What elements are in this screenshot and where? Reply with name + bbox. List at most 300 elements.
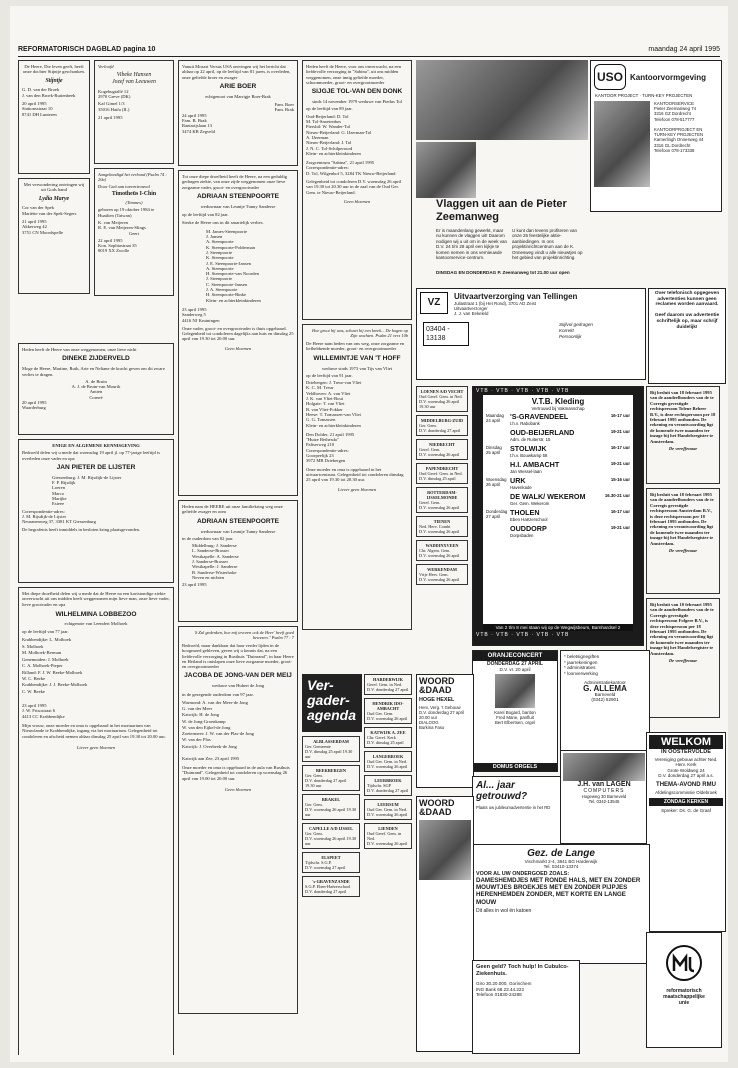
agenda-item (302, 852, 360, 873)
legal-notices (646, 386, 720, 726)
notice-body: Gelegenheid tot condoleren D.V. woensdag 26 april van 19.30 tot 20.30 uur in de zaal van de Oud Ger. Gem. te Nieuw-Beijerland. (306, 179, 402, 195)
agenda-item-details: Oud Ger. Gem. in Ned. D.V. woensdag 26 april (367, 807, 408, 817)
welkom-thema: THEMA-AVOND RMU (656, 781, 716, 788)
notice-family: Middelburg: J. Sanderse L. Sanderse-Brasser Westkapelle: A. Sanderse J. Sanderse-Brasser Westkapelle: J. Sanderse B. Sanderse-Wisterhoke Neven en nichten (192, 543, 239, 580)
agenda-item-details: Oud Geref. Gem. in Ned. D.V. woensdag 26 april 19.30 uur (419, 394, 463, 409)
notice-note: De begrafenis heeft inmiddels in besloten kring plaatsgevonden. (22, 526, 141, 532)
office-building-photo (416, 60, 588, 140)
vtb-schedule (483, 411, 633, 543)
notice-address: "Huize Bethesda" Paltserweg 210 Correspondentie-adres: Goorpeelijk 23 3972 MB Driebergen (306, 437, 349, 464)
vtb-row-place-wrap (510, 525, 600, 538)
vtb-row-time: 19-21 uur (610, 525, 630, 530)
notice-ps: Geen bloemen (224, 345, 252, 351)
woord-daad-ad-2-text (472, 960, 580, 1054)
agenda-item (364, 674, 412, 695)
notice-sub: weduwnaar van Leuntje Tunny Sanderse (200, 203, 276, 209)
wd2-body: Geen geld? Toch hulp! In Cubulco-Ziekenhuis. (476, 964, 569, 977)
uso-logo (594, 64, 626, 90)
notice-intro: Bedroefd delen wij u mede dat woensdag 19 april jl. op 77-jarige leeftijd is overleden onze vader en opa (22, 450, 161, 461)
vtb-row-time: 16-17 uur (610, 413, 630, 418)
kantoor-title: Kantoorvormgeving (630, 72, 707, 82)
notice-family: Warmond: A. van der Meer-de Jong G. van der Meer Katwijk: H. de Jong W. de Jong-Groenkamp W. van den Eijkel-de Jong Zoetermeer: J. W. van der Plas-de Jong W. van der Plas Katwijk: J. Overbeek-de Jong (182, 700, 254, 749)
notice-age: in de gezegende ouderdom van 97 jaar. (182, 691, 254, 697)
getrouwd-note: Plaats uw jubileumadvertentie in het RD (476, 805, 551, 810)
welkom-topic: ZONDAG KERKEN (649, 798, 723, 806)
agenda-item (416, 439, 468, 460)
agenda-item-title: PAPENDRECHT (425, 466, 459, 471)
columns-1-2-lower (18, 343, 174, 1055)
vtb-row-date: Woensdag 26 april (486, 477, 507, 487)
death-notice-zijderveld (18, 343, 174, 435)
notice-name: ADRIAAN STEENPOORTE (196, 192, 280, 200)
page-header (18, 44, 720, 57)
agenda-item (364, 727, 412, 748)
death-notice-lobbezoo (18, 587, 174, 1055)
notice-date: 21 april 1995 (22, 218, 47, 224)
vtb-bottom-bar: VTB · VTB · VTB · VTB · VTB (476, 632, 570, 638)
notice-age: op de leeftijd van 82 jaar. (182, 212, 229, 218)
rmu-icon (664, 943, 704, 983)
delange-address: Vischmarkt 2-4, 3841 BG Harderwijk (524, 859, 598, 864)
notice-date: 20 april 1995 (22, 400, 47, 406)
notice-parents: Cor van der Spek Mariëtte van der Spek-Segers (22, 205, 77, 216)
vtb-row-place: OUD-BEIJERLAND (510, 428, 575, 437)
agenda-item-details: Ger. Gem. D.V. donderdag 27 april 19.30 uur (305, 773, 347, 788)
notice-family: Giessenburg: J. M. Rijsdijk-de Lijster F. P. Rijsdijk Loeren Marco Marijke Esteee (52, 474, 122, 507)
notice-body: Onze moeder en oma is opgebaard in de aula van Rusthuis "Duinrand". Gelegenheid tot condoleren op woensdag 26 april van 19.00 tot 20.00 uur. (182, 765, 290, 781)
notice-name: WILHELMINA LOBBEZOO (55, 610, 137, 618)
vlaggen-ad (416, 142, 588, 280)
notice-name: JACOBA DE JONG-VAN DER MEIJ (184, 672, 292, 680)
notice-name: DINEKE ZIJDERVELD (62, 355, 130, 363)
jvl-name: J.H. van LAGEN (577, 781, 631, 788)
notice-intro: Heden heeft de Heere, voor ons onverwacht, na een liefdevolle verzorging in "Sabina", uit ons midden weggenomen, onze innig geliefde moeder, schoonmoeder, groot- en overgrootmoeder (306, 64, 401, 85)
woord-daad-ad-2 (416, 796, 474, 1052)
vtb-row (486, 477, 630, 490)
computer-photo (563, 753, 645, 781)
vereffenaar: De vereffenaar (668, 548, 698, 554)
notice-quote: 'k Zal gedenken, hoe mij tevoren ook de Heer' heeft goed bewezen." Psalm 77 : 7 (194, 630, 294, 640)
notice-body: Onze moeder en oma is opgebaard in het uitvaartcentrum. Gelegenheid tot condoleren dinsdag 25 april van 19.30 tot 20.30 uur. (306, 466, 404, 483)
agenda-item (302, 794, 360, 820)
domus-orgels: DOMUS ORGELS (473, 763, 557, 771)
notice-address: Kon. Sophiastraat 35 8019 XX Zwolle (98, 243, 137, 254)
vtb-row-location: Dorpsbaden (510, 533, 534, 538)
death-notice-steenpoorte-2 (178, 500, 298, 622)
vtb-row-place-wrap (510, 445, 600, 458)
notice-ps: Liever geen bloemen (76, 744, 116, 750)
notice-intro: Bedroefd, maar dankbaar dat haar verder lijden in de hoogmoed gebleven, geven wij u kennis dat, na een liefdevolle verzorging in Rusthuis "Duinrand", in haar Heere en Heiland is ontslapen onze lieve zorgzame moeder, groot- en overgrootmoeder (182, 643, 294, 670)
agenda-item-title: CAPELLE A/D IJSSEL (309, 826, 353, 831)
vtb-row-place: URK (510, 476, 526, 485)
vtb-row-place-wrap (510, 493, 600, 506)
notice-parents: K. van Meijeren R. E. van Meijeren-Slings (98, 219, 146, 231)
notice-family: Oud-Beijerland: D. Tol M. Tol-Snoeienbos Piershil: W. Wander-Tol Nieuw-Beijerland: G. IJzerman-Tol A. IJzerman Nieuw-Beijerland: J. Tol J. N. C. Tol-Schilperoord Klein- en achterkleinkinderen (306, 113, 372, 156)
engagement-notice (94, 60, 174, 164)
agenda-item (416, 564, 468, 585)
vtb-row-location: Adm. de Ruiterstr. 15 (510, 437, 551, 442)
paper-name: REFORMATORISCH DAGBLAD pagina 10 (18, 46, 156, 53)
notice-body: Moge de Heere, Martine, Ruth, Arie en Neliane de kracht geven om dit zware verlies te dragen. (22, 366, 165, 377)
vtb-row-place: STOLWIJK (510, 444, 547, 453)
rmu-logo-ad (646, 932, 722, 1048)
vtb-row-time: 19-21 uur (610, 429, 630, 434)
vtb-row-location: Havenkade (510, 485, 532, 490)
vtb-row-place-wrap (510, 429, 600, 442)
vlaggen-body-1: Er is maandenlang gewerkt, maar nu kunnen de vlaggen uit! Daarom nodigen wij u uit om in de week van D.V. 24 t/m 28 april een kijkje te komen nemen in ons vernieuwde kantoorservice-centrum. (436, 228, 508, 261)
vtb-row-time: 16-17 uur (610, 445, 630, 450)
notice-address-1: Kogebugtallé 12 2970 Greve (DK) (98, 88, 131, 100)
notice-intro: Vanuit Mozart Versus USA ontvingen wij het bericht dat aldaar op 22 april, op de leeftijd van 81 jaren, is overleden, onze geliefde broer en zwager (182, 64, 291, 80)
agenda-item-title: WERKENDAM (427, 567, 457, 572)
notice-title: ENIGE EN ALGEMENE KENNISGEVING (52, 443, 140, 448)
notice-address: Fam. B. Brak Rantarijslaan 13 3474 KB Zegveld (182, 118, 215, 134)
agenda-item-title: LEERBROEK (374, 778, 402, 783)
vtb-row-location: t.h.v. Rabobank (510, 421, 540, 426)
vtb-row-location: Ger. Gem. Wekerom (510, 501, 550, 506)
delange-footer: Dit alles in wol én katoen (476, 907, 532, 914)
vtb-row (486, 493, 630, 506)
church-listing (416, 386, 468, 668)
death-notice-arie-boer (178, 60, 298, 166)
notice-place: Waarderburg (22, 405, 46, 411)
notice-name: JAN PIETER DE LIJSTER (56, 463, 136, 471)
vtb-footer: Van 2 t/m 8 mei staan wij op de Wegwijsbeurs, Barnhardsel 2 (483, 624, 633, 631)
vtb-row (486, 525, 630, 538)
jvl-address: Hogeweg 30 Barneveld Tel. 0342-13545 (581, 794, 627, 804)
welkom-title: WELKOM (649, 735, 723, 749)
death-notice-de-lijster (18, 439, 174, 583)
kantoor-address: KANTOORSERVICE Pieter Zeemanweg 74 3316 GZ Dordrecht Telefoon 078-517777 KANTOORPROJECT EN TURN-KEY PROJECTEN Kamerlingh Onnesweg 44 3316 GL Dordrecht Telefoon 078-173338 (654, 101, 704, 153)
agenda-item-details: S.G.P. Eben-Haëzerschool D.V. donderdag 27 april (305, 884, 351, 894)
notice-address: J. W. Frisostraat 6 4413 CC Krabbendijke (22, 708, 65, 719)
vtb-row-location: t.h.v. Bouwkamp 58 (510, 453, 548, 458)
uso-sub-1: KANTOOR PROJECT (595, 93, 639, 98)
notice-date: 23 april 1995 (22, 703, 47, 709)
vtb-row-place: 'S-GRAVENDEEL (510, 412, 569, 421)
vergader-agenda-logo (302, 674, 362, 732)
agenda-item-details: Geref. Gem. D.V. woensdag 26 april (419, 447, 460, 457)
agenda-logo-3: agenda (307, 707, 357, 723)
vtb-row (486, 445, 630, 458)
notice-body-2: Onze vader, groot- en overgrootvader is thuis opgebaard. Gelegenheid tot condoleren dagelijks aan huis en dinsdag 25 april van 19.30 tot 20.00 uur. (182, 325, 294, 342)
notice-address-2: Kaf Gimel 1/3 35016 Haifa (IL) (98, 101, 130, 112)
getrouwd-line-2: getrouwd? (476, 791, 528, 802)
death-notice-van-t-hoff (302, 324, 412, 630)
agenda-item (416, 415, 468, 436)
agenda-item (364, 698, 412, 724)
de-lange-ad (472, 844, 650, 964)
allema-ad (560, 650, 650, 754)
vereffenaar: De vereffenaar (668, 658, 698, 664)
notice-signers: Fam. Boer Fam. Brak (274, 102, 294, 113)
agenda-item-details: Geref. Gem. in Ned. D.V. donderdag 27 april (367, 682, 409, 692)
notice-address: Stationsstraat 10 8741 DH Lunteren (22, 106, 57, 117)
vtb-shop: V.T.B. Kleding (531, 397, 585, 406)
notice-age: in de ouderdom van 82 jaar. (182, 535, 234, 541)
agenda-logo-2: gader- (307, 692, 350, 708)
notice-date: Katwijk aan Zee, 23 april 1995 (182, 755, 240, 761)
vtb-row-place-wrap (510, 461, 600, 474)
agenda-item (416, 463, 468, 484)
death-notice-steenpoorte-1 (178, 170, 298, 496)
notice-family: M. James-Steenpoorte J. Jansen A. Steenpoorte K. Steenpoorte-Polderman J. Steenpoorte K. Steenpoorte J. E. Steenpoorte-Jansen A. Steenpoorte H. Steenpoorte-van Noorden J. Steenpoorte C. Steenpoorte-Jansen J. A. Steenpoorte H. Steenpoorte-Binke Klein- en achterkleinkinderen (206, 228, 261, 303)
notice-child: Geert (128, 230, 140, 236)
wd2-bank: Giro 30.20.000, Gorinchem ING Bank 68.23.44.222 Telefoon 01830-24288 (476, 981, 532, 998)
agenda-item-details: Oud Ger. Gem. D.V. woensdag 26 april (367, 711, 408, 721)
notice-sub: (Timmes) (125, 200, 143, 206)
notice-name: Stijntje (45, 77, 63, 84)
agenda-item-details: Tijdschr. S.G.P. D.V. woensdag 27 april (305, 860, 346, 870)
welkom-oostervolde-ad (646, 732, 726, 932)
vtb-row (486, 413, 630, 426)
agenda-item (364, 799, 412, 820)
wd-place: HOGE HEXEL (419, 697, 455, 703)
delange-phone: Tel. 03410-13374 (543, 864, 579, 869)
notice-sub: echtgenoot van Marrigje Boer-Brak (205, 93, 271, 99)
wd-body: Herv. Verg. 't Gebouw D.V. donderdag 27 april 20.00 uur DIALOOG Burkina Faso (419, 705, 464, 730)
notice-intro: Met verwondering ontvingen wij uit Gods hand (23, 182, 85, 193)
agenda-item-title: ALBLASSERDAM (313, 739, 349, 744)
notice-sub: weduwnaar van Leuntje Tunny Sanderse (200, 528, 276, 534)
oranje-date: DONDERDAG 27 APRIL (487, 661, 543, 667)
agenda-item (364, 823, 412, 849)
vtb-row-time: 19-21 uur (610, 461, 630, 466)
agenda-item-details: Chr. Algem. Gem. D.V. woensdag 26 april (419, 548, 460, 558)
notice-date: 23 april 1995 (182, 306, 207, 312)
vtb-row-date: Dinsdag 25 april (486, 445, 502, 455)
welkom-speaker: Spreker: Ds. G. de Graaf (661, 807, 711, 813)
rmu-line-3: unie (678, 1000, 690, 1006)
delange-products: DAMESHEMDJES MET RONDE HALS, MET EN ZONDER MOUWTJES BROEKJES MET EN ZONDER PIJPJES HERENHEMDEN ZONDER, MET KORTE EN LANGE MOUW (476, 877, 641, 906)
notice-sub: echtgenote van Leendert Molhoek (64, 620, 128, 626)
notice-name: Timotheüs I-Chin (111, 191, 157, 198)
notice-date: 23 april 1995 (182, 582, 207, 588)
notice-ps: Geen bloemen (343, 198, 371, 204)
notice-ps: Liever geen bloemen (337, 486, 377, 492)
death-notice-tol (302, 60, 412, 320)
notice-head: Aangekondigd het verbond (Psalm 74 : 20a) (98, 172, 167, 182)
notice-name: SIJGJE TOL-VAN DEN DONK (311, 88, 403, 96)
notice-intro: Heden heeft de Heere van onze weggenomen, onze lieve nicht (22, 347, 137, 352)
agenda-item (416, 516, 468, 537)
getrouwd-line-1: Al... jaar (476, 780, 515, 791)
agenda-item-title: MIDDELBURG-ZUID (420, 418, 464, 423)
notice-parents: G. D. van der Broek J. van den Broek-Ruitenbeek (22, 87, 76, 98)
agenda-item (302, 765, 360, 791)
bij-besluit-text: Bij besluit van 18 februari 1995 van de aandeelhouders van de te Corregis gevestigde rechtspersoon Tolene Beheer B.V., is deze rechtspersoon per 18 februari 1995 ontbonden. De rekening en verantwoording ligt de komende twee maanden ter inzage bij het Handelsregister te Amsterdam. (650, 390, 716, 444)
notice-label: Verloofd (98, 64, 114, 69)
agenda-item-title: ROTTERDAM-IJSSELMONDE (426, 490, 458, 500)
vtb-row-time: 16.30-21 uur (604, 493, 630, 498)
child-photo (419, 820, 471, 880)
agenda-item-details: Ger. Gem. D.V. woensdag 26 april 19.30 uur (305, 831, 357, 846)
notice-date: Den Dolder, 21 april 1995 (306, 431, 355, 437)
notice-intro: De Heere nam heden van ons weg, onze zorgzame en liefhebbende moeder, groot- en overgrootmoeder (306, 341, 405, 352)
notice-name: ARIE BOER (219, 82, 257, 90)
agenda-list-middle (364, 674, 412, 1046)
notice-date: 20 april 1995 (22, 100, 47, 106)
agenda-item-title: 's-GRAVENZANDE (312, 879, 350, 884)
vtb-row-place: H.I. AMBACHT (510, 460, 560, 469)
vlaggen-body-2: U kunt dan tevens profiteren van onze 25 feestelijke aktie-aanbiedingen. In ons projektinrichtcentrum aan de K. Onnesweg vindt u alle nieuwtjes op het gebied van projektinrichting. (512, 228, 583, 261)
birth-notice-lydia (18, 178, 90, 294)
agenda-item-details: Geref. Gem. D.V. woensdag 26 april (419, 500, 460, 510)
agenda-item-details: Ger. Gem. D.V. donderdag 27 april (419, 423, 461, 433)
agenda-item-details: Chr. Geref. Kerk D.V. dinsdag 25 april (367, 735, 404, 745)
kantoor-photo (594, 101, 650, 187)
vtb-row-place-wrap (510, 413, 600, 426)
notice-date: 21 april 1995 (98, 115, 123, 121)
welkom-body: Vereniging gebouw achter Ned. Herv. Kerk Grote Woldweg 24 D.V. donderdag 27 april a.s. (654, 757, 718, 779)
notice-name: Lydia Marye (38, 195, 70, 202)
oranje-performers: Karel Bogard, bariton Fred Mane, panfluit Bert Elbertsen, orgel (494, 710, 536, 726)
agenda-item-title: LIENDEN (378, 826, 398, 831)
vtb-row-time: 16-17 uur (610, 509, 630, 514)
notice-age: op de leeftijd van 89 jaar. (306, 106, 353, 112)
vtb-row-place: DE WALK/ WEKEROM (510, 492, 586, 501)
notice-intro: Tot onze diepe droefheid heeft de Heere, na een geduldig gedragen ziekte, van onze zijde weggenomen onze lieve zorgzame vader, groot- en overgrootvader (182, 174, 288, 190)
agenda-item-details: Ger. Gem. D.V. woensdag 26 april 19.30 uur (305, 802, 357, 817)
paper-date: maandag 24 april 1995 (648, 46, 720, 53)
bij-besluit-3 (646, 598, 720, 718)
uitvaart-ad (416, 288, 646, 380)
vtb-kleding-ad (472, 386, 644, 646)
notice-family: Krabbendijke: L. Molhoek S. Molhoek M. Molhoek-Berman Genemuiden: J. Molhoek C. A. Molhoek-Pieper Rilland: F. J. W. Beeke-Molhoek W. C. Beeke Krabbendijke: J. J. Beeke-Molhoek C. W. Beeke (22, 637, 88, 694)
agenda-list-left (302, 736, 360, 1046)
agenda-logo-1: Ver- (307, 677, 334, 693)
vtb-row-date: Donderdag 27 april (486, 509, 508, 519)
notice-signers: A. de Bruin A. J. de Bruin-van Mourik Antien Corneé (71, 378, 121, 400)
vereffenaar: De vereffenaar (668, 446, 698, 452)
column-3 (178, 60, 298, 1050)
agenda-item-title: ELSPEET (321, 855, 341, 860)
allema-sub: Administratiekantoor (584, 680, 626, 686)
agenda-item-details: Ger. Gemeente D.V. dinsdag 25 april 19.30 uur (305, 744, 353, 759)
allema-services: * beletsignegiften * jaarrekeningen * administraties * loonverwerking (564, 654, 600, 676)
wd-title-1: WOORD (419, 676, 455, 686)
agenda-item (416, 487, 468, 513)
rmu-line-2: maatschappelijke (663, 994, 705, 1000)
vtb-top-bar: VTB · VTB · VTB · VTB · VTB (476, 388, 570, 394)
vtb-row (486, 509, 630, 522)
vtb-row-place: THOLEN (510, 508, 540, 517)
notice-sub: sinds 14 november 1979 weduwe van Piedus Tol (312, 99, 402, 105)
agenda-item (416, 386, 468, 412)
adoption-notice (94, 168, 174, 296)
vlaggen-footer: DINSDAG EN DONDERDAG P. Zeemanweg tot 21.00 uur open (436, 270, 570, 275)
newspaper-page (10, 6, 728, 1062)
flag-photo (416, 142, 476, 198)
uso-sub-2: TURN-KEY PROJECTEN (642, 93, 693, 98)
uitvaart-phone-2: 13138 (426, 334, 446, 342)
rmu-line-1: reformatorisch (666, 988, 702, 994)
wd-title-2: &DAAD (419, 685, 452, 695)
vtb-sub: Vertrouwd bij Vakmanschap (531, 406, 585, 411)
agenda-item-title: LOENEN A/D VECHT (420, 389, 464, 394)
notice-age: op de leeftijd van 91 jaar. (306, 372, 353, 378)
bij-besluit-text: Bij besluit van 18 februari 1995 van de aandeelhouders van de te Corregis gevestigde rechtspersoon Amsterdam B.V., is deze rechtspersoon per 18 februari 1995 ontbonden. De rekening en verantwoording ligt de komende twee maanden ter inzage bij het Handelsregister te Amsterdam. (650, 492, 714, 546)
notice-name: ADRIAAN STEENPOORTE (196, 517, 280, 525)
welkom-org: Afdelingscommissie Oldebroek (655, 789, 717, 795)
agenda-item (364, 751, 412, 772)
telefonisch-text: Over telefonisch opgegeven advertenties kunnen geen reclames worden aanvaard. Geef daarom uw advertentie schriftelijk op, maar schrijf duidelijk! (654, 291, 720, 330)
notice-intro: Heden nam de HEERE uit onze familiekring weg onze geliefde zwager en oom (182, 504, 283, 515)
vtb-row-date: Maandag 24 april (486, 413, 504, 423)
uitvaart-phone-1: 03404 - (426, 325, 450, 333)
bij-besluit-text: Bij besluit van 10 februari 1995 van de aandeelhouders van de te Corregis gevestigde rechtspersoon Folgere B.V., is deze rechtspersoon per 18 februari 1995 ontbonden. De rekening en verantwoording ligt de komende twee maanden ter inzage bij het Handelsregister te Amsterdam. (650, 602, 714, 656)
welkom-sub: IN OOSTERVOLDE (661, 749, 711, 755)
getrouwd-ad (472, 776, 564, 848)
allema-place: Barneveld (0342) 52901 (591, 691, 619, 703)
agenda-item (364, 775, 412, 796)
agenda-item-title: HENDRIK IDO-AMBACHT (372, 701, 404, 711)
vtb-row-place: OUDDORP (510, 524, 547, 533)
notice-body: Sterke de Heere ons in dit smartelijk verlies. (182, 220, 264, 226)
agenda-item-title: WADDINXVEEN (425, 543, 459, 548)
vtb-row-place-wrap (510, 509, 600, 522)
notice-intro: De Heere, Die leven geeft, heeft onze dochter Stijntje geschonken. (23, 64, 85, 75)
vtb-row (486, 461, 630, 474)
notice-body: Mijn vrouw, onze moeder en oma is opgebaard in het mortuarium van Nieuwlande te Krabbendijke, ingang via het mortuarium. Gelegenheid tot condoleren en afscheid nemen aldaar dinsdag 25 april van 19.30 tot 20.00 uur. (22, 723, 166, 739)
notice-age: op de leeftijd van 77 jaar. (22, 629, 69, 635)
uitvaart-options: Stijlvol gedragen Korrekt Persoonlijk (559, 321, 593, 339)
notice-born: geboren op 19 oktober 1984 te Huailien (Taiwan) (98, 207, 155, 218)
agenda-item-title: LANGEBROEK (372, 754, 404, 759)
agenda-item (302, 736, 360, 762)
agenda-item-title: LEERSUM (377, 802, 399, 807)
notice-name: WILLEMINTJE VAN 'T HOFF (313, 354, 401, 362)
wd2-title-2: &DAAD (419, 807, 452, 817)
notice-names: Vibeke Hansen Jozef van Leeuwen (112, 72, 156, 86)
agenda-item-title: TIENEN (433, 519, 451, 524)
agenda-item (302, 823, 360, 849)
bij-besluit-2 (646, 488, 720, 594)
agenda-item-title: NIEDRECHT (428, 442, 456, 447)
vtb-row-location: Jan Wessel-laan (510, 469, 542, 474)
jvl-sub: COMPUTERS (583, 788, 625, 794)
agenda-item-title: BEEKBERGEN (315, 768, 347, 773)
notice-date: 24 april 1995 (182, 112, 207, 118)
notice-sub: weduwe van Hubert de Jong (211, 683, 265, 689)
notice-family: Driebergen: J. Treur-van Vliet K. C. M. Treur Veldhoven: A. van Vliet J. K. van Vliet-Bout Holgate: T. van Vliet B. van Vliet-Fokker Heese: T. Tomassen-van Vliet G. G. Tomassen Klein- en achterkleinkinderen (306, 380, 362, 428)
agenda-item-details: Oud Geref. Gem. in Ned. D.V. woensdag 26 april (367, 831, 408, 846)
notice-address: Sanderweg 5 4416 NJ Kruiningen (182, 312, 220, 323)
jvl-computers-ad (560, 750, 648, 844)
notice-quote: Hoe groot hij was, schuwt hij een kreek... De hogen op Zijn wachten. Psalm 21 vers 10b (311, 328, 408, 338)
vz-logo: VZ (420, 292, 448, 314)
notice-intro: Met diepe droefheid delen wij u mede dat de Heere na een kortstondige ziekte onverwacht uit ons midden heeft weggenomen mijn lieve man, onze lieve vader, lieve grootvader en opa (22, 591, 170, 607)
vtb-row (486, 429, 630, 442)
woord-daad-ad-1 (416, 674, 474, 788)
notice-address: Zorgcentrum "Sabina", 21 april 1995 Correspondentie-adres: D. Tol, Wilgenhof 5, 3284 TK Nieuw-Beijerland (306, 160, 396, 176)
notice-correspondence: Correspondentie-adres: J. M. Rijsdijk-de Lijster Neuranenweg 37, 3381 KT Giessenburg (22, 508, 96, 525)
column-2 (94, 60, 174, 340)
vtb-row-place-wrap (510, 477, 600, 490)
allema-name: G. ALLEMA (583, 683, 627, 693)
uitvaart-title: Uitvaartverzorging van Tellingen (454, 292, 578, 301)
delange-name: Gez. de Lange (527, 848, 595, 859)
uso-brand: USO (596, 70, 623, 84)
agenda-item-details: Vrije Herv. Gem. D.V. woensdag 26 april (419, 572, 460, 582)
agenda-item (302, 876, 360, 897)
oranje-time: D.V. vr. 20 april (499, 667, 531, 672)
oranjeconcert-ad (472, 650, 558, 772)
telefonisch-notice (648, 288, 726, 384)
oranje-title: ORANJECONCERT (473, 651, 557, 661)
agenda-item-details: Tijdschr. SGP D.V. donderdag 27 april (367, 783, 409, 793)
delange-head: VOOR AL UW ONDERGOED ZOALS: (476, 871, 570, 877)
